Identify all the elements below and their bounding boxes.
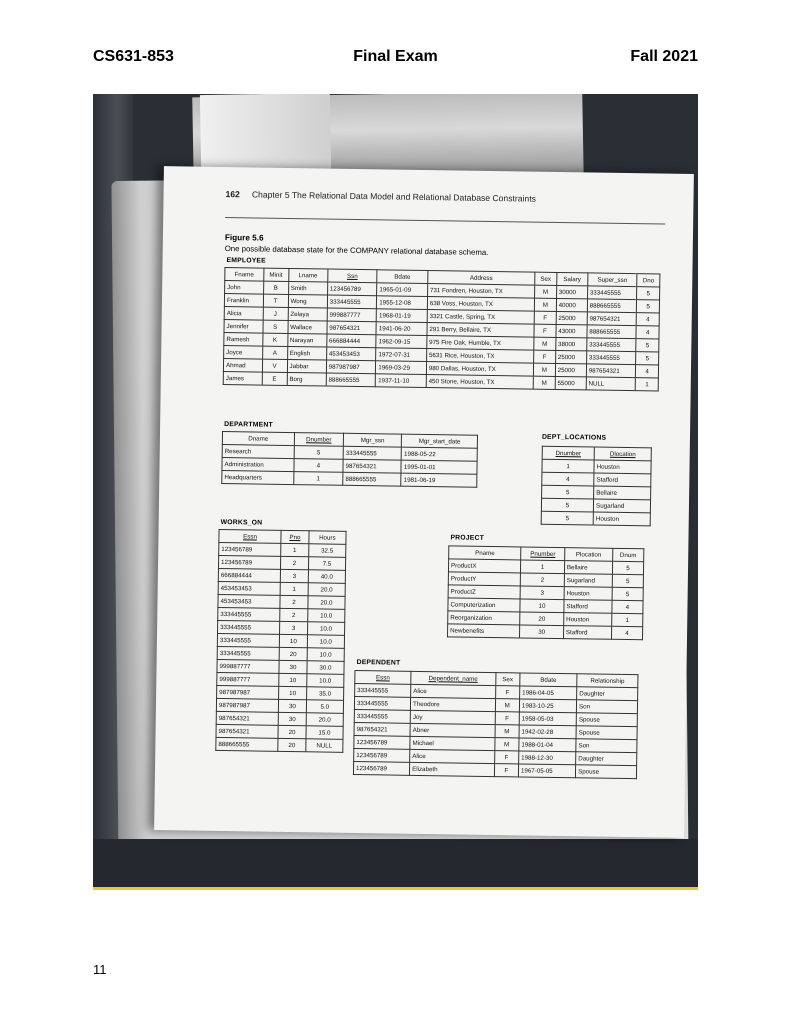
employee-col-bdate: Bdate [377, 270, 428, 284]
table-cell: 987654321 [586, 364, 636, 378]
table-cell: 43000 [556, 324, 587, 337]
table-cell: 40000 [556, 298, 587, 311]
table-cell: 987654321 [587, 312, 637, 326]
dependent-col-sex: Sex [495, 673, 520, 686]
page-number: 11 [93, 962, 107, 977]
table-cell: 5 [637, 300, 660, 313]
table-cell: 1988-01-04 [519, 738, 576, 752]
table-cell: 10 [279, 634, 307, 647]
table-cell: M [535, 285, 557, 298]
table-cell: 10.0 [307, 622, 344, 636]
table-cell: 20 [279, 647, 307, 660]
table-cell: 10.0 [307, 648, 344, 662]
table-cell: 123456789 [219, 542, 281, 556]
department-col-mgr-ssn: Mgr_ssn [343, 433, 402, 447]
table-cell: 1941-06-20 [376, 322, 427, 336]
table-cell: 5631 Rice, Houston, TX [426, 349, 533, 364]
page-header [93, 48, 698, 72]
table-cell: ProductY [448, 572, 521, 586]
employee-col-minit: Minit [263, 268, 288, 281]
table-cell: 333445555 [354, 709, 410, 723]
table-cell: 987654321 [327, 321, 377, 335]
table-cell: 20.0 [306, 713, 343, 727]
table-cell: 15.0 [306, 726, 343, 740]
course-code: CS631-853 [93, 48, 174, 65]
table-cell: 987654321 [216, 711, 278, 725]
table-cell: 1942-02-28 [519, 725, 576, 739]
table-cell: 980 Dallas, Houston, TX [426, 362, 533, 377]
project-table-title: PROJECT [450, 534, 485, 542]
table-cell: 20.0 [308, 583, 345, 597]
employee-col-salary: Salary [556, 272, 587, 285]
table-cell: 7.5 [308, 557, 345, 571]
table-cell: 888665555 [216, 737, 278, 751]
table-cell: 4 [612, 600, 643, 613]
employee-table-title: EMPLOYEE [226, 257, 266, 265]
table-cell: 123456789 [354, 735, 410, 749]
table-cell: 35.0 [306, 687, 343, 701]
table-cell: F [534, 311, 556, 324]
figure-label: Figure 5.6 [224, 233, 264, 243]
table-cell: Smith [288, 281, 327, 295]
table-cell: 333445555 [586, 351, 636, 365]
chapter-heading [225, 189, 536, 204]
book-page-number: 162 [225, 189, 240, 200]
table-cell: 4 [636, 313, 659, 326]
table-cell: Houston [564, 613, 612, 627]
department-table-title: DEPARTMENT [224, 421, 273, 429]
table-cell: 333445555 [217, 633, 279, 647]
table-cell: M [494, 738, 519, 751]
photo-bottom-edge [93, 839, 698, 887]
department-rows [222, 445, 478, 488]
table-cell: 1972-07-31 [376, 348, 427, 362]
table-cell: F [495, 686, 520, 699]
table-cell: Elizabeth [410, 762, 495, 776]
table-cell: 453453453 [218, 594, 280, 608]
table-cell: ProductX [448, 559, 521, 573]
table-cell: 10.0 [307, 635, 344, 649]
table-cell: 1983-10-25 [519, 699, 576, 713]
table-cell: Franklin [224, 294, 263, 308]
employee-rows [223, 281, 659, 391]
table-cell: Houston [593, 512, 650, 526]
table-cell: M [495, 725, 520, 738]
project-table [447, 545, 644, 640]
dept-locations-col-dlocation: Dlocation [594, 447, 651, 461]
table-cell: 987654321 [343, 459, 402, 473]
employee-col-ssn: Ssn [327, 269, 377, 283]
table-cell: 333445555 [218, 607, 280, 621]
table-cell: Zelaya [288, 307, 327, 321]
table-cell: 666884444 [218, 568, 280, 582]
table-cell: 1968-01-19 [376, 309, 427, 323]
table-cell: 987987987 [216, 698, 278, 712]
dependent-col-essn: Essn [355, 670, 411, 684]
table-cell: 1986-04-05 [520, 686, 577, 700]
table-cell: Headquarters [222, 470, 294, 484]
project-col-dnum: Dnum [613, 548, 644, 561]
table-cell: Daughter [577, 687, 638, 701]
dept-locations-table-title: DEPT_LOCATIONS [541, 433, 607, 442]
works-on-table-title: WORKS_ON [220, 518, 263, 527]
project-rows [448, 559, 644, 640]
table-cell: Stafford [594, 473, 651, 487]
table-cell: Joy [410, 710, 495, 724]
photo-underline [93, 887, 698, 890]
table-cell: Abner [410, 723, 495, 737]
table-cell: Bellaire [564, 561, 612, 575]
table-cell: Alice [411, 684, 496, 698]
table-row [448, 624, 643, 640]
table-cell: F [534, 350, 556, 363]
table-cell: Sugarland [593, 499, 650, 513]
table-cell: 5 [541, 498, 593, 512]
table-cell: ProductZ [448, 585, 521, 599]
table-cell: E [262, 372, 287, 385]
table-cell: M [533, 376, 555, 389]
table-cell: 638 Voss, Houston, TX [427, 297, 534, 312]
department-table [221, 431, 478, 488]
table-cell: 3321 Castle, Spring, TX [427, 310, 534, 325]
table-cell: 4 [611, 626, 642, 639]
table-cell: 38000 [555, 337, 586, 350]
table-cell: Jabbar [287, 359, 326, 373]
project-col-pnumber: Pnumber [521, 547, 565, 561]
works-on-rows [216, 542, 346, 752]
table-cell: 975 Fire Oak, Humble, TX [427, 336, 534, 351]
table-cell: M [533, 363, 555, 376]
table-cell: 5 [612, 587, 643, 600]
employee-col-super-ssn: Super_ssn [587, 273, 637, 287]
table-cell: 1958-05-03 [519, 712, 576, 726]
table-cell: Reorganization [448, 611, 521, 625]
table-cell: 123456789 [353, 761, 409, 775]
table-cell: Spouse [576, 713, 637, 727]
table-cell: 4 [636, 326, 659, 339]
table-cell: 55000 [555, 376, 586, 389]
table-cell: 333445555 [343, 446, 402, 460]
table-cell: Ramesh [224, 333, 263, 347]
table-cell: 123456789 [327, 282, 377, 296]
table-cell: 1981-06-19 [401, 473, 477, 487]
table-cell: 1988-12-30 [519, 751, 576, 765]
table-cell: 25000 [555, 350, 586, 363]
table-cell: 999887777 [217, 672, 279, 686]
table-cell: 987987987 [217, 685, 279, 699]
table-cell: 987654321 [216, 724, 278, 738]
table-cell: John [225, 281, 264, 295]
book-page [154, 166, 694, 838]
table-cell: Son [576, 739, 637, 753]
table-row [216, 737, 343, 752]
figure-caption: One possible database state for the COMPANY relational database schema. [224, 244, 489, 257]
table-cell: 4 [636, 365, 659, 378]
project-col-pname: Pname [449, 546, 522, 560]
project-col-plocation: Plocation [565, 548, 613, 562]
table-cell: 666884444 [326, 334, 376, 348]
employee-col-fname: Fname [225, 268, 264, 282]
table-cell: 5 [612, 561, 643, 574]
table-cell: J [263, 307, 288, 320]
table-cell: 453453453 [218, 581, 280, 595]
exam-title: Final Exam [353, 48, 438, 65]
table-cell: Stafford [563, 626, 611, 640]
table-cell: 30000 [556, 285, 587, 298]
table-cell: 333445555 [587, 338, 637, 352]
table-cell: 2 [281, 556, 309, 569]
dependent-col-dependent-name: Dependent_name [411, 671, 496, 685]
table-cell: 2 [280, 595, 308, 608]
dept-locations-rows [541, 459, 651, 526]
table-cell: 1 [280, 582, 308, 595]
table-cell: Computerization [448, 598, 521, 612]
table-cell: F [534, 324, 556, 337]
table-cell: 30.0 [307, 661, 344, 675]
table-cell: M [534, 337, 556, 350]
employee-col-address: Address [428, 271, 535, 286]
table-cell: Spouse [576, 726, 637, 740]
table-cell: Borg [287, 372, 326, 386]
table-cell: Jennifer [224, 320, 263, 334]
employee-col-lname: Lname [288, 268, 327, 282]
table-cell: Theodore [410, 697, 495, 711]
table-cell: 5 [542, 485, 594, 499]
dependent-table [353, 670, 639, 779]
table-cell: S [263, 320, 288, 333]
table-cell: Bellaire [594, 486, 651, 500]
table-cell: Houston [594, 460, 651, 474]
table-cell: Alice [410, 749, 495, 763]
table-cell: English [287, 346, 326, 360]
works-on-col-hours: Hours [309, 531, 346, 545]
table-cell: V [262, 359, 287, 372]
table-cell: 4 [294, 459, 344, 473]
employee-col-dno: Dno [637, 274, 660, 287]
table-cell: 999887777 [217, 659, 279, 673]
table-cell: 30 [279, 699, 307, 712]
table-cell: T [263, 294, 288, 307]
table-cell: 333445555 [217, 646, 279, 660]
table-cell: 3 [520, 586, 564, 600]
table-cell: 1995-01-01 [401, 460, 477, 474]
table-cell: Son [576, 700, 637, 714]
table-cell: 1988-05-22 [401, 447, 477, 461]
dependent-col-relationship: Relationship [577, 674, 638, 688]
table-cell: 987987987 [326, 360, 376, 374]
table-cell: Houston [564, 587, 612, 601]
table-cell: Alicia [224, 307, 263, 321]
term-label: Fall 2021 [630, 48, 698, 65]
table-cell: 1962-09-15 [376, 335, 427, 349]
table-row [541, 511, 650, 526]
table-cell: 450 Stone, Houston, TX [426, 375, 533, 390]
table-cell: 25000 [555, 363, 586, 376]
table-cell: 888665555 [343, 472, 402, 486]
table-cell: 10 [520, 599, 564, 613]
table-cell: 333445555 [327, 295, 377, 309]
table-cell: 10.0 [307, 674, 344, 688]
table-cell: 291 Berry, Bellaire, TX [427, 323, 534, 338]
table-cell: 333445555 [218, 620, 280, 634]
table-cell: 1955-12-08 [377, 296, 428, 310]
table-cell: K [262, 333, 287, 346]
table-cell: 1 [612, 613, 643, 626]
table-cell: 453453453 [326, 347, 376, 361]
table-cell: 1 [293, 472, 343, 486]
table-cell: Michael [410, 736, 495, 750]
dept-locations-table [541, 446, 652, 527]
table-cell: 888665555 [587, 325, 637, 339]
table-cell: 333445555 [354, 696, 410, 710]
table-cell: James [223, 372, 262, 386]
table-cell: 40.0 [308, 570, 345, 584]
table-cell: Wong [288, 294, 327, 308]
table-cell: 1965-01-09 [377, 283, 428, 297]
department-col-mgr-start-date: Mgr_start_date [402, 434, 478, 448]
table-cell: 333445555 [355, 683, 411, 697]
table-cell: Daughter [576, 752, 637, 766]
table-cell: 2 [280, 608, 308, 621]
table-cell: NULL [586, 377, 636, 391]
table-cell: 1 [521, 560, 565, 574]
table-cell: A [262, 346, 287, 359]
table-cell: 10 [279, 673, 307, 686]
table-cell: 731 Fondren, Houston, TX [427, 284, 534, 299]
table-cell: 999887777 [327, 308, 377, 322]
dept-locations-col-dnumber: Dnumber [542, 446, 594, 460]
table-cell: 20 [278, 738, 306, 751]
table-cell: B [263, 281, 288, 294]
table-cell: 1969-03-29 [376, 361, 427, 375]
table-cell: Newbenefits [448, 624, 521, 638]
dependent-rows [353, 683, 637, 778]
table-cell: 25000 [556, 311, 587, 324]
table-cell: 888665555 [326, 373, 376, 387]
table-cell: 123456789 [218, 555, 280, 569]
table-cell: 2 [521, 573, 565, 587]
table-cell: 5 [636, 352, 659, 365]
table-cell: M [495, 699, 520, 712]
table-cell: 5 [612, 574, 643, 587]
table-cell: M [534, 298, 556, 311]
table-cell: Stafford [564, 600, 612, 614]
department-col-dname: Dname [222, 432, 294, 446]
employee-table [223, 267, 661, 391]
table-cell: Narayan [287, 333, 326, 347]
table-cell: 1937-11-10 [376, 374, 427, 388]
table-cell: F [494, 764, 519, 777]
table-cell: 333445555 [587, 286, 637, 300]
chapter-rule [225, 217, 665, 225]
table-cell: 1967-05-05 [518, 764, 575, 778]
employee-col-sex: Sex [535, 272, 557, 285]
table-cell: 20 [520, 612, 564, 626]
table-cell: 3 [280, 621, 308, 634]
table-cell: 20.0 [308, 596, 345, 610]
works-on-table [215, 529, 346, 753]
table-cell: 5 [636, 339, 659, 352]
table-cell: 10.0 [308, 609, 345, 623]
table-cell: Joyce [224, 346, 263, 360]
textbook-photo [93, 94, 698, 887]
table-cell: 30 [520, 625, 564, 639]
table-cell: Sugarland [564, 574, 612, 588]
dependent-col-bdate: Bdate [520, 673, 577, 687]
table-row [222, 470, 477, 487]
table-cell: F [495, 712, 520, 725]
table-cell: Spouse [576, 765, 637, 779]
table-cell: 30 [279, 660, 307, 673]
table-cell: 3 [280, 569, 308, 582]
table-cell: 1 [281, 543, 309, 556]
table-cell: 5 [294, 446, 344, 460]
table-cell: 1 [542, 459, 594, 473]
table-cell: 5 [637, 287, 660, 300]
table-cell: Ahmad [223, 359, 262, 373]
table-cell: 123456789 [354, 748, 410, 762]
table-cell: 888665555 [587, 299, 637, 313]
dependent-table-title: DEPENDENT [356, 659, 401, 667]
table-cell: Wallace [288, 320, 327, 334]
table-cell: 987654321 [354, 722, 410, 736]
table-cell: 5 [541, 511, 593, 525]
table-row [353, 761, 636, 778]
table-cell: 32.5 [308, 544, 345, 558]
chapter-title: Chapter 5 The Relational Data Model and Relational Database Constraints [251, 189, 537, 204]
department-col-dnumber: Dnumber [294, 433, 344, 447]
table-cell: 4 [542, 472, 594, 486]
works-on-col-essn: Essn [219, 529, 281, 543]
works-on-col-pno: Pno [281, 530, 309, 543]
table-cell: 10 [279, 686, 307, 699]
table-cell: Administration [222, 458, 294, 472]
table-cell: 30 [278, 712, 306, 725]
table-cell: 5.0 [306, 700, 343, 714]
table-cell: NULL [306, 739, 343, 753]
table-cell: F [494, 751, 519, 764]
table-cell: 1 [636, 378, 659, 391]
table-cell: Research [222, 445, 294, 459]
table-cell: 20 [278, 725, 306, 738]
